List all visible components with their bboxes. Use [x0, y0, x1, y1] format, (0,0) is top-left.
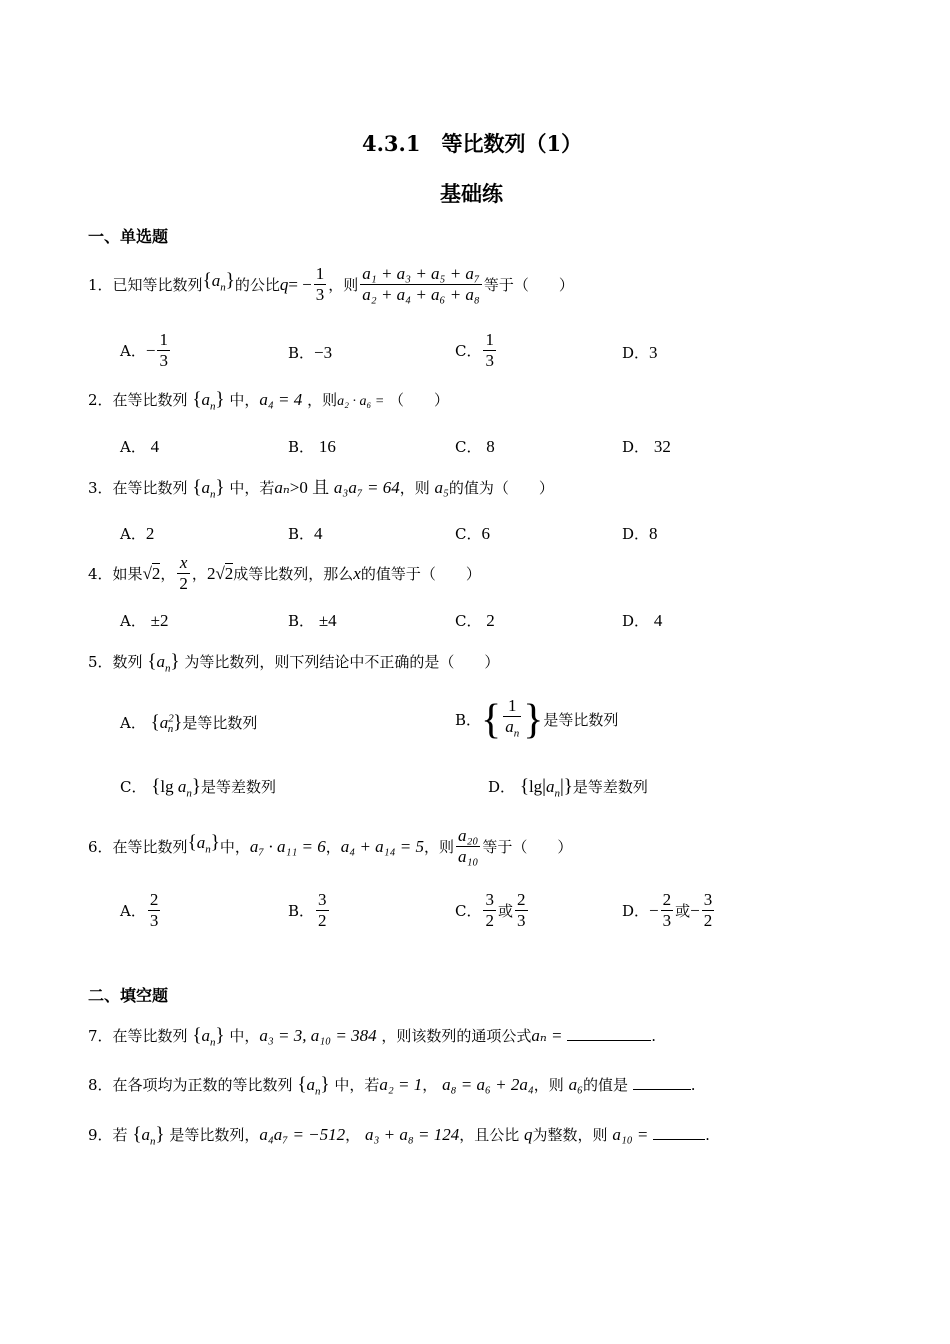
answer-blank[interactable]	[567, 1026, 651, 1041]
q5-option-d[interactable]: D． $\{\lg|a_n|\}$是等差数列	[488, 776, 648, 800]
question-6: 6． 在等比数列 $\{a_n\}$ 中， a₇ · a₁₁ = 6 ， a₄ + a₁₄ = 5 ，则 $\frac{\text{a₂₀}}{\text{a₁₀}}$ 等于（ ）	[88, 826, 573, 866]
q1-option-c[interactable]: C． $\frac{1}{3}$	[455, 330, 494, 370]
q1-option-b[interactable]: B．−3	[288, 343, 333, 362]
question-number: 1．	[88, 275, 113, 294]
answer-blank[interactable]	[653, 1125, 705, 1140]
question-4: 4． 如果 √2 ， $\frac{x}{2}$ ， 2√2 成等比数列，那么 x 的值等于（ ）	[88, 553, 481, 593]
question-1	[88, 264, 574, 305]
q6-option-d[interactable]: D． − $\frac{2}{3}$ 或 − $\frac{3}{2}$	[622, 890, 713, 930]
q5-option-b[interactable]: B． { $\frac{1}{a_n}$ } 是等比数列	[455, 696, 619, 743]
q6-option-c[interactable]: C． $\frac{3}{2}$ 或 $\frac{2}{3}$	[455, 890, 526, 930]
fraction: $\frac{\text{a₁ + a₃ + a₅ + a₇}}{\text{a₂ + a₄ + a₆ + a₈}}$	[362, 264, 480, 304]
q3-option-d[interactable]: D．8	[622, 524, 658, 543]
q2-option-d[interactable]: D． 32	[622, 437, 671, 456]
section-single-choice: 一、单选题	[88, 227, 169, 246]
q3-option-c[interactable]: C．6	[455, 524, 490, 543]
q5-option-c[interactable]: C． {lg $a_n$}是等差数列	[120, 776, 277, 800]
q2-option-b[interactable]: B． 16	[288, 437, 336, 456]
question-5: 5．数列 $\{a_n\}$ 为等比数列，则下列结论中不正确的是（ ）	[88, 651, 500, 675]
q1-option-a[interactable]: A． − $\frac{1}{3}$	[120, 330, 168, 370]
q4-option-b[interactable]: B． ±4	[288, 611, 337, 630]
math-op: = −	[288, 274, 312, 294]
q3-option-a[interactable]: A．2	[120, 524, 155, 543]
math-var: q	[279, 274, 289, 294]
q4-option-a[interactable]: A． ±2	[120, 611, 169, 630]
sequence-symbol: $\{a_n\}$	[202, 270, 235, 294]
question-text: 等于（ ）	[483, 275, 574, 294]
q6-option-a[interactable]: A． $\frac{2}{3}$	[120, 890, 159, 930]
question-8: 8．在各项均为正数的等比数列 $\{a_n\}$ 中，若a₂ = 1， a₈ = a₆ + 2a₄，则 a₆的值是 .	[88, 1074, 696, 1098]
question-3: 3．在等比数列 $\{a_n\}$ 中，若aₙ>0 且 a₃a₇ = 64，则 a₅的值为（ ）	[88, 477, 554, 501]
q6-option-b[interactable]: B． $\frac{3}{2}$	[288, 890, 327, 930]
fraction: $\frac{1}{3}$	[315, 264, 325, 304]
q4-option-c[interactable]: C． 2	[455, 611, 495, 630]
q1-option-d[interactable]: D．3	[622, 343, 658, 362]
section-fill-blank: 二、填空题	[88, 986, 169, 1005]
q5-option-a[interactable]: A． $\{a^2_n\}$是等比数列	[120, 712, 258, 736]
question-9: 9．若 $\{a_n\}$ 是等比数列，a₄a₇ = −512， a₃ + a₈ = 124，且公比 q为整数，则 a₁₀ = .	[88, 1124, 710, 1148]
page-subtitle: 基础练	[440, 181, 503, 206]
q4-option-d[interactable]: D． 4	[622, 611, 663, 630]
question-7: 7．在等比数列 $\{a_n\}$ 中，a₃ = 3, a₁₀ = 384 ，则该数列的通项公式aₙ = .	[88, 1025, 657, 1049]
q2-option-c[interactable]: C． 8	[455, 437, 495, 456]
question-text: 已知等比数列	[112, 275, 203, 294]
question-2: 2．在等比数列 $\{a_n\}$ 中，a₄ = 4 ，则a₂ · a₆ = （ ）	[88, 389, 450, 413]
q2-option-a[interactable]: A． 4	[120, 437, 160, 456]
q3-option-b[interactable]: B．4	[288, 524, 323, 543]
answer-blank[interactable]	[633, 1075, 691, 1090]
question-text: ，则	[328, 275, 359, 294]
question-text: 的公比	[234, 275, 280, 294]
page-title: 4.3.1 等比数列（1）	[362, 131, 583, 156]
